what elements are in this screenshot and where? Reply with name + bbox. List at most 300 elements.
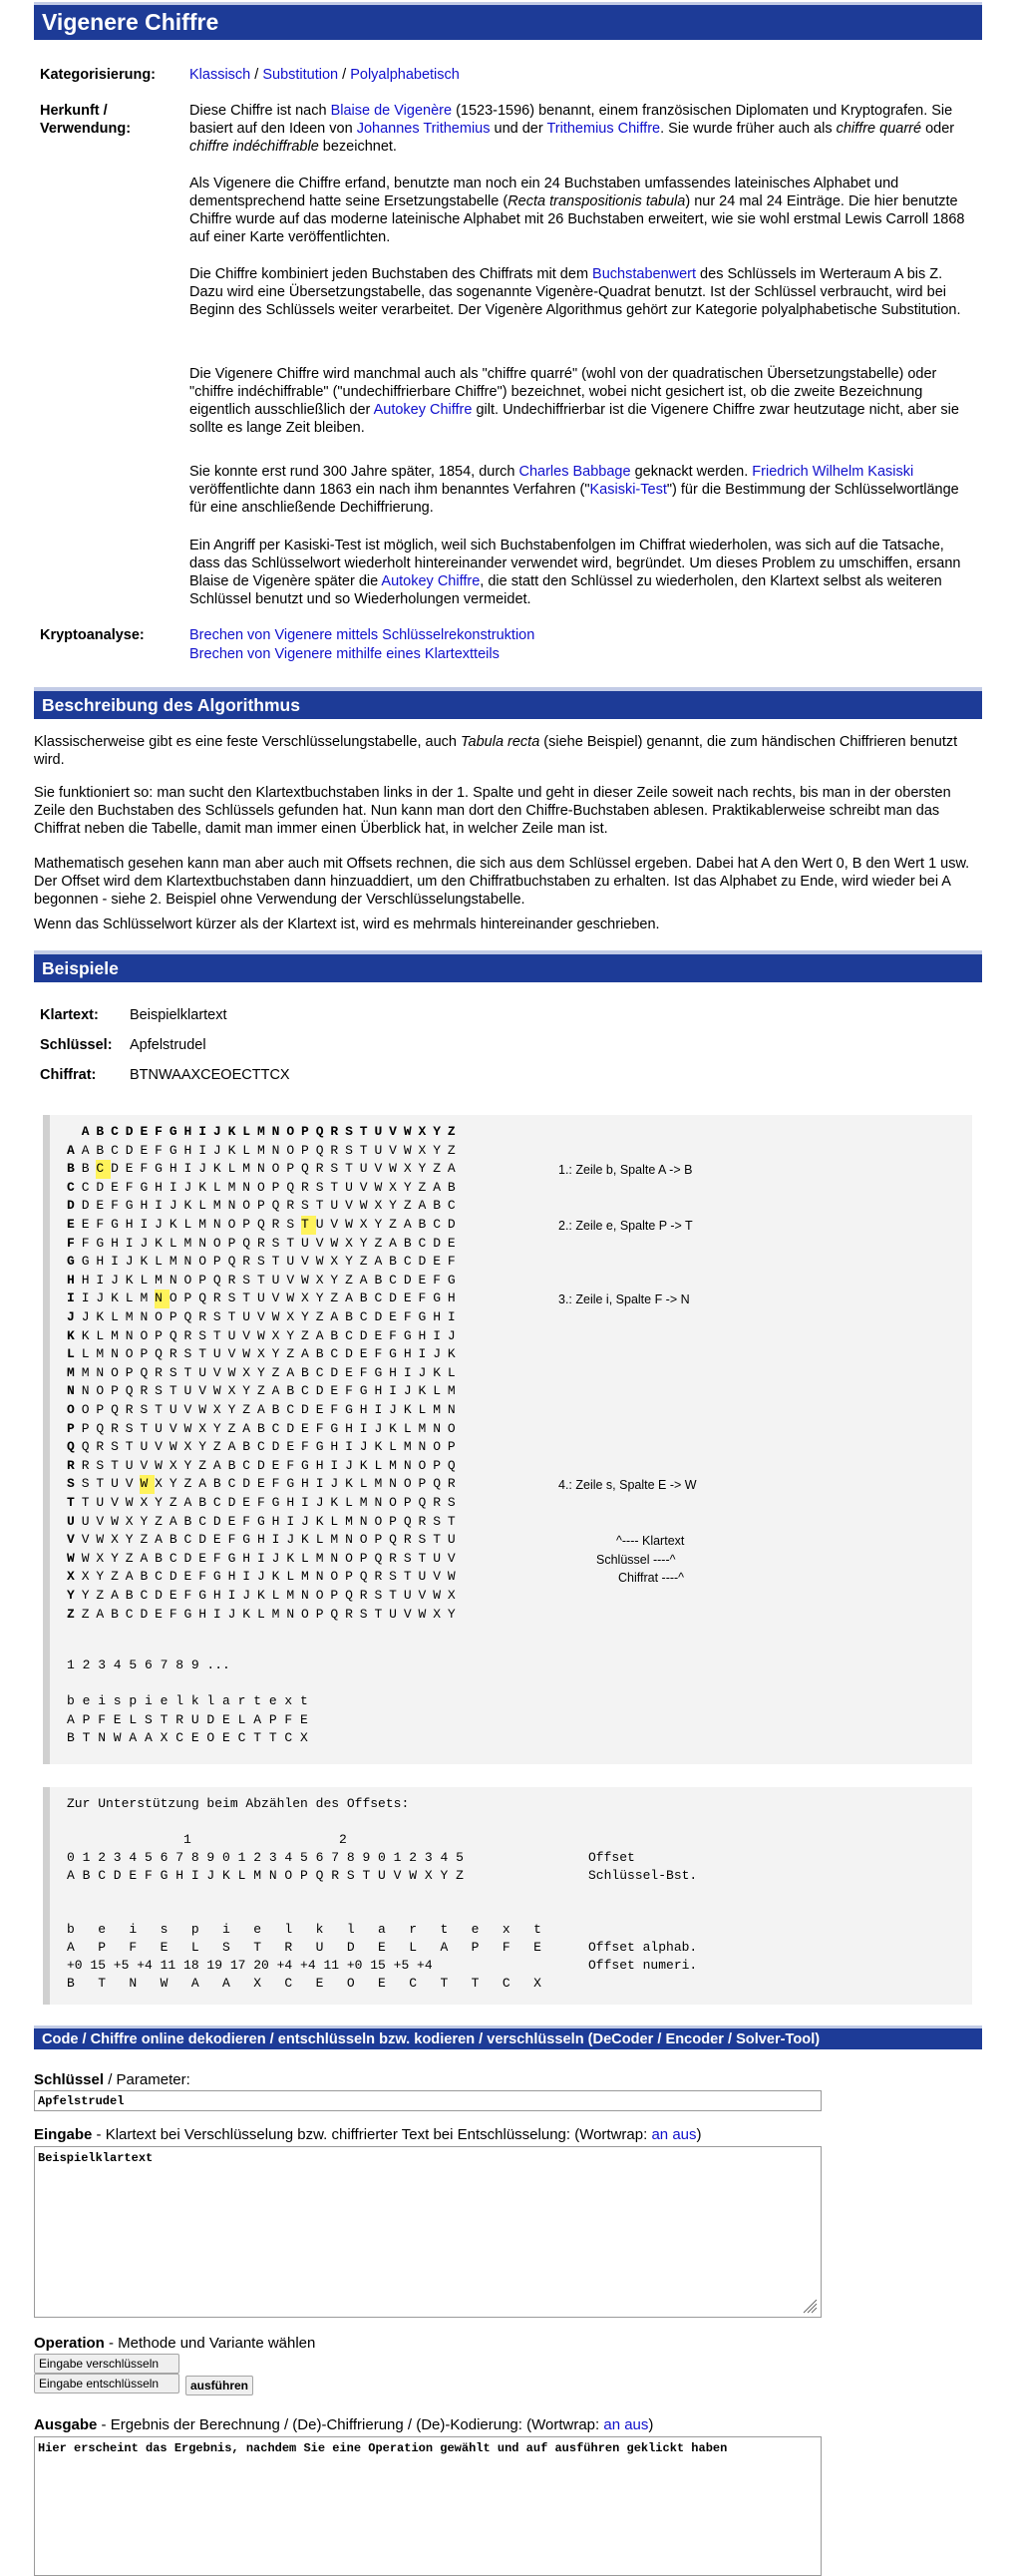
tabula-cell: L (433, 1383, 441, 1399)
tabula-cell: B (212, 1476, 221, 1492)
tabula-cell: T (155, 1402, 163, 1417)
tabula-cell: I (315, 1476, 324, 1492)
tabula-cell: M (81, 1364, 90, 1380)
tabula-cell: Y (242, 1383, 251, 1399)
tabula-cell: T (242, 1290, 251, 1306)
ausgabe-textarea[interactable] (34, 2436, 822, 2576)
tabula-cell: H (418, 1327, 427, 1343)
tabula-cell: I (345, 1439, 353, 1455)
tabula-row (67, 1216, 463, 1235)
tabula-cell: P (140, 1346, 149, 1362)
inline-text: veröffentlichte dann 1863 ein nach ihm benanntes Verfahren (" (189, 482, 590, 498)
tabula-cell: L (155, 1254, 163, 1270)
tabula-cell: U (403, 1588, 412, 1603)
tabula-cell: M (345, 1513, 353, 1529)
tabula-cell: X (374, 1198, 383, 1214)
tabula-cell: J (256, 1569, 265, 1585)
tabula-cell: S (212, 1309, 221, 1324)
inline-link[interactable]: Kasiski-Test (589, 482, 667, 498)
tabula-cell: P (81, 1420, 90, 1436)
inline-link[interactable]: Johannes Trithemius (356, 121, 491, 137)
tabula-row (67, 1420, 463, 1439)
tabula-cell: J (271, 1550, 280, 1566)
tabula-cell: U (256, 1290, 265, 1306)
tabula-cell: A (374, 1254, 383, 1270)
tabula-cell: P (155, 1327, 163, 1343)
tabula-cell: T (447, 1513, 456, 1529)
tabula-cell: N (183, 1254, 192, 1270)
tabula-cell: Z (315, 1309, 324, 1324)
kategorie-link[interactable]: Substitution (262, 67, 339, 83)
tabula-cell: U (140, 1439, 149, 1455)
tabula-cell: G (183, 1606, 192, 1622)
tabula-cell: D (169, 1569, 177, 1585)
tabula-row-label: Q (67, 1439, 75, 1455)
inline-text: Sie funktioniert so: man sucht den Klartextbuchstaben links in der 1. Spalte und geht in dieser Zeile soweit nach rechts, bis man in der obersten Zeile den Buchstaben des Schlüssels gefunden hat. Nun kann man dort den Chiffre-Buchstaben ablesen. Praktikablerweise schreibt man das Chiffrat neben die Tabelle, damit man immer einen Überblick hat, in welcher Zeile man ist. (34, 785, 951, 837)
tabula-row-label: H (67, 1272, 75, 1288)
tabula-cell: N (286, 1606, 295, 1622)
tabula-cell: M (301, 1569, 309, 1585)
tabula-cell: U (212, 1346, 221, 1362)
tabula-cell: V (155, 1439, 163, 1455)
tabula-cell: F (403, 1309, 412, 1324)
tabula-cell: M (374, 1476, 383, 1492)
inline-text: Klassischerweise gibt es eine feste Verschlüsselungstabelle, auch (34, 734, 461, 750)
inline-text: , die statt den Schlüssel zu wiederholen, den Klartext selbst als weiteren Schlüssel benutzt und so Wiederholungen vermeidet. (189, 573, 942, 607)
tabula-cell: I (403, 1364, 412, 1380)
tabula-cell: W (418, 1606, 427, 1622)
tabula-row (67, 1382, 463, 1401)
tabula-cell: E (169, 1588, 177, 1603)
tabula-cell: Z (227, 1420, 236, 1436)
tabula-cell: Y (374, 1217, 383, 1232)
tabula-cell: Z (212, 1439, 221, 1455)
tabula-cell: U (389, 1606, 397, 1622)
schluessel-label: Schlüssel: (40, 1037, 113, 1053)
tabula-cell: L (330, 1513, 339, 1529)
tabula-cell: F (242, 1513, 251, 1529)
tabula-cell: F (418, 1290, 427, 1306)
tabula-cell: X (183, 1439, 192, 1455)
tabula-cell: T (111, 1457, 119, 1473)
tabula-cell: T (183, 1364, 192, 1380)
tabula-cell: D (345, 1346, 353, 1362)
tabula-cell: T (81, 1495, 90, 1510)
tabula-row (67, 1364, 463, 1383)
tabula-cell: C (418, 1235, 427, 1251)
tabula-cell: X (271, 1327, 280, 1343)
tabula-cell: R (140, 1383, 149, 1399)
tabula-cell: M (242, 1161, 251, 1177)
tabula-cell: B (359, 1290, 368, 1306)
tabula-cell: Y (111, 1550, 119, 1566)
tabula-cell: V (301, 1254, 309, 1270)
tabula-cell: F (389, 1327, 397, 1343)
tabula-cell: L (140, 1272, 149, 1288)
ausgabe-wrap-an-link[interactable]: an (603, 2416, 621, 2433)
tabula-cell: G (81, 1254, 90, 1270)
tabula-cell: F (345, 1383, 353, 1399)
tabula-cell: U (345, 1179, 353, 1195)
tabula-cell: P (183, 1290, 192, 1306)
tabula-cell: H (96, 1254, 105, 1270)
tabula-cell: P (447, 1439, 456, 1455)
tabula-row (67, 1568, 463, 1587)
option-verschluesseln[interactable]: Eingabe verschlüsseln (34, 2354, 179, 2374)
tabula-cell: N (212, 1217, 221, 1232)
tabula-header-cell: L (242, 1124, 251, 1139)
inline-link[interactable]: Trithemius Chiffre (546, 121, 661, 137)
tabula-cell: V (389, 1142, 397, 1158)
offset-numeric-label: Offset numeri. (588, 1958, 698, 1973)
tabula-header-cell: B (96, 1124, 105, 1139)
tabula-cell: V (242, 1327, 251, 1343)
kategorie-link[interactable]: Klassisch (189, 67, 251, 83)
schluessel-value: Apfelstrudel (130, 1037, 206, 1053)
tabula-cell: O (374, 1513, 383, 1529)
tabula-cell: V (81, 1532, 90, 1548)
tabula-cell: V (111, 1495, 119, 1510)
tabula-cell: L (183, 1217, 192, 1232)
tabula-cell: I (125, 1235, 134, 1251)
tabula-position-numbers: 1 2 3 4 5 6 7 8 9 ... (67, 1657, 230, 1672)
inline-italic: Tabula recta (461, 734, 540, 750)
tabula-cell: E (183, 1569, 192, 1585)
tabula-cell: K (183, 1198, 192, 1214)
tabula-cell: P (301, 1142, 309, 1158)
tabula-cell: S (183, 1346, 192, 1362)
tabula-example-line: b e i s p i e l k l a r t e x t (67, 1693, 308, 1708)
klartext-value: Beispielklartext (130, 1007, 227, 1023)
tabula-cell: S (433, 1513, 441, 1529)
tabula-cell: D (111, 1161, 119, 1177)
tabula-cell: N (198, 1235, 206, 1251)
tabula-cell: P (315, 1606, 324, 1622)
offset-key-label: Offset alphab. (588, 1940, 698, 1955)
tabula-cell: E (125, 1161, 134, 1177)
tabula-cell: L (359, 1476, 368, 1492)
inline-link[interactable]: Autokey Chiffre (373, 402, 473, 418)
tabula-cell: B (183, 1513, 192, 1529)
tabula-cell: Q (212, 1272, 221, 1288)
tabula-cell: A (389, 1235, 397, 1251)
tabula-cell: R (155, 1364, 163, 1380)
tabula-cell: D (403, 1272, 412, 1288)
tabula-cell: M (227, 1179, 236, 1195)
tabula-cell: Q (359, 1569, 368, 1585)
tabula-row (67, 1531, 463, 1550)
tabula-cell: I (389, 1383, 397, 1399)
schluessel-field-label-bold: Schlüssel (34, 2071, 105, 2088)
tabula-cell: M (183, 1235, 192, 1251)
inline-text: ") für die Bestimmung der Schlüsselwortlänge für eine anschließende Dechiffrierung. (189, 482, 959, 516)
tabula-cell: Q (389, 1532, 397, 1548)
tabula-cell: O (256, 1179, 265, 1195)
tabula-cell: G (227, 1550, 236, 1566)
tabula-cell: T (330, 1179, 339, 1195)
inline-text: Ein Angriff per Kasiski-Test ist möglich, weil sich Buchstabenfolgen im Chiffrat wiederholen, was sich auf die Tatsache, dass das Schlüsselwort wiederholt hintereinander verwendet wird, begründet. Um dieses Problem zu umschiffen, ersann Blaise de Vigenère später die (189, 538, 961, 589)
link-schluesselrekonstruktion[interactable]: Brechen von Vigenere mittels Schlüsselrekonstruktion (189, 627, 535, 643)
tabula-cell: D (81, 1198, 90, 1214)
tabula-cell: W (286, 1290, 295, 1306)
tabula-cell: X (389, 1179, 397, 1195)
tabula-row-label: C (67, 1179, 75, 1195)
tabula-cell: J (330, 1476, 339, 1492)
tabula-cell: E (111, 1179, 119, 1195)
tabula-cell: X (286, 1309, 295, 1324)
tabula-cell: N (447, 1402, 456, 1417)
tabula-cell: E (301, 1420, 309, 1436)
option-entschluesseln[interactable]: Eingabe entschlüsseln (34, 2374, 179, 2393)
ausfuehren-button[interactable]: ausführen (185, 2376, 253, 2395)
tabula-cell: O (198, 1254, 206, 1270)
tabula-cell: C (447, 1198, 456, 1214)
tabula-cell: C (330, 1346, 339, 1362)
tabula-cell: U (271, 1272, 280, 1288)
tabula-cell: O (433, 1439, 441, 1455)
inline-link[interactable]: Autokey Chiffre (381, 573, 481, 589)
tabula-cell: I (256, 1550, 265, 1566)
beschreibung-p4 (34, 916, 981, 933)
tabula-cell: C (183, 1532, 192, 1548)
tabula-cell: J (403, 1383, 412, 1399)
eingabe-textarea[interactable] (34, 2146, 822, 2318)
tabula-row-label: I (67, 1290, 75, 1306)
tabula-cell: H (155, 1179, 163, 1195)
tabula-cell: B (256, 1420, 265, 1436)
tabula-cell: O (81, 1402, 90, 1417)
tabula-cell: E (242, 1495, 251, 1510)
tabula-cell: F (256, 1495, 265, 1510)
tabula-cell: M (418, 1420, 427, 1436)
tabula-cell: U (359, 1161, 368, 1177)
tabula-cell: Z (389, 1217, 397, 1232)
tabula-header-cell: X (418, 1124, 427, 1139)
tabula-cell: W (169, 1439, 177, 1455)
tabula-cell: X (345, 1235, 353, 1251)
tabula-cell: S (81, 1476, 90, 1492)
tabula-cell: D (125, 1142, 134, 1158)
eingabe-wrap-aus-link[interactable]: aus (672, 2126, 697, 2143)
tabula-cell: M (125, 1309, 134, 1324)
tabula-cell: R (433, 1495, 441, 1510)
schluessel-row (40, 1036, 206, 1054)
inline-italic: chiffre quarré (836, 121, 922, 137)
tabula-cell: M (169, 1254, 177, 1270)
tabula-cell: V (140, 1457, 149, 1473)
tabula-cell: K (433, 1364, 441, 1380)
tabula-cell: B (242, 1439, 251, 1455)
tabula-cell: N (389, 1476, 397, 1492)
tabula-cell: X (96, 1550, 105, 1566)
tabula-cell: E (271, 1457, 280, 1473)
tabula-row (67, 1345, 463, 1364)
tabula-cell: G (256, 1513, 265, 1529)
link-klartextteil[interactable]: Brechen von Vigenere mithilfe eines Klartextteils (189, 646, 500, 662)
tabula-cell: X (198, 1420, 206, 1436)
tabula-cell: K (256, 1588, 265, 1603)
tabula-cell: M (96, 1346, 105, 1362)
tabula-cell: S (315, 1179, 324, 1195)
tabula-cell: R (271, 1217, 280, 1232)
tabula-row (67, 1272, 463, 1290)
tabula-cell: O (286, 1142, 295, 1158)
tabula-header-cell: M (256, 1124, 265, 1139)
tabula-header-cell: W (403, 1124, 412, 1139)
tabula-header-cell: Y (433, 1124, 441, 1139)
tabula-cell: T (140, 1420, 149, 1436)
tabula-cell: J (242, 1588, 251, 1603)
tabula-cell: P (271, 1179, 280, 1195)
tabula-cell: C (271, 1420, 280, 1436)
tabula-cell: R (212, 1290, 221, 1306)
tabula-cell: D (315, 1383, 324, 1399)
herkunft-paragraph-5 (189, 463, 977, 517)
tabula-cell: W (155, 1457, 163, 1473)
eingabe-label-rest: - Klartext bei Verschlüsselung bzw. chiffrierter Text bei Entschlüsselung: (Wortwrap: (92, 2126, 652, 2143)
tabula-cell: K (403, 1402, 412, 1417)
tabula-cell: Q (403, 1513, 412, 1529)
tabula-cell: N (374, 1495, 383, 1510)
resize-grip-icon[interactable] (800, 2296, 818, 2314)
tabula-cell: K (155, 1235, 163, 1251)
tabula-row (67, 1513, 463, 1532)
tabula-cell: B (301, 1364, 309, 1380)
tabula-cell: C (81, 1179, 90, 1195)
tabula-cell: B (345, 1309, 353, 1324)
tabula-cell: N (242, 1179, 251, 1195)
tabula-cell: W (330, 1235, 339, 1251)
inline-link[interactable]: Buchstabenwert (592, 266, 697, 282)
tabula-cell: P (286, 1161, 295, 1177)
tabula-cell: T (212, 1327, 221, 1343)
tabula-cell: L (286, 1569, 295, 1585)
tabula-cell: E (140, 1142, 149, 1158)
ausgabe-wrap-aus-link[interactable]: aus (624, 2416, 649, 2433)
tabula-cell: O (227, 1217, 236, 1232)
tabula-cell: S (418, 1532, 427, 1548)
tabula-cell: Y (169, 1476, 177, 1492)
tabula-cell: B (271, 1402, 280, 1417)
tabula-cell: R (286, 1198, 295, 1214)
tabula-cell: F (227, 1532, 236, 1548)
tabula-cell: A (96, 1606, 105, 1622)
tabula-cell: R (169, 1346, 177, 1362)
tabula-cell: K (286, 1550, 295, 1566)
tabula-cell: S (140, 1402, 149, 1417)
tabula-cell: T (389, 1588, 397, 1603)
eingabe-wrap-an-link[interactable]: an (651, 2126, 669, 2143)
tabula-row-label: R (67, 1457, 75, 1473)
tabula-cell: F (169, 1606, 177, 1622)
tabula-cell: X (403, 1161, 412, 1177)
inline-link[interactable]: Friedrich Wilhelm Kasiski (752, 464, 914, 480)
tabula-cell: S (125, 1420, 134, 1436)
inline-text: Wenn das Schlüsselwort kürzer als der Klartext ist, wird es mehrmals hintereinander geschrieben. (34, 917, 660, 932)
tabula-cell: Y (345, 1254, 353, 1270)
tabula-row-label: Y (67, 1588, 75, 1603)
tabula-row (67, 1606, 463, 1625)
tabula-legend-line: Chiffrat ----^ (618, 1571, 685, 1586)
eingabe-textarea-value: Beispielklartext (38, 2151, 154, 2165)
tabula-cell: N (140, 1309, 149, 1324)
tabula-cell: C (374, 1290, 383, 1306)
tabula-cell: G (301, 1457, 309, 1473)
tabula-cell: C (301, 1383, 309, 1399)
tabula-corner (67, 1123, 82, 1142)
tabula-cell: F (155, 1142, 163, 1158)
tabula-cell: R (242, 1254, 251, 1270)
tabula-cell: Q (96, 1420, 105, 1436)
tabula-cell: F (183, 1588, 192, 1603)
kategorie-separator: / (338, 67, 351, 83)
tabula-cell: D (256, 1457, 265, 1473)
tabula-cell: Y (212, 1420, 221, 1436)
tabula-cell: A (433, 1179, 441, 1195)
eingabe-label-bold: Eingabe (34, 2126, 93, 2143)
tabula-cell: O (96, 1383, 105, 1399)
tabula-cell: N (433, 1420, 441, 1436)
tabula-cell: A (227, 1439, 236, 1455)
tabula-header-cell: E (140, 1124, 149, 1139)
kryptoanalyse-label: Kryptoanalyse: (40, 627, 145, 643)
tabula-row (67, 1587, 463, 1606)
inline-link[interactable]: Charles Babbage (518, 464, 631, 480)
tabula-cell: Q (286, 1179, 295, 1195)
tabula-cell: J (155, 1217, 163, 1232)
tabula-cell: A (140, 1550, 149, 1566)
page-title: Vigenere Chiffre (34, 2, 982, 40)
tabula-cell: W (198, 1402, 206, 1417)
tabula-cell: Z (418, 1179, 427, 1195)
tabula-cell: V (96, 1513, 105, 1529)
tabula-cell: E (96, 1198, 105, 1214)
kategorie-link[interactable]: Polyalphabetisch (350, 67, 460, 83)
tabula-cell: X (433, 1606, 441, 1622)
tabula-cell: L (169, 1235, 177, 1251)
tabula-cell: U (96, 1495, 105, 1510)
inline-link[interactable]: Blaise de Vigenère (330, 103, 453, 119)
tabula-cell: A (345, 1290, 353, 1306)
herkunft-label-line1: Herkunft / (40, 103, 108, 119)
tabula-cell: Q (271, 1198, 280, 1214)
tabula-cell: P (198, 1272, 206, 1288)
tabula-cell: Z (374, 1235, 383, 1251)
tabula-cell: Z (359, 1254, 368, 1270)
tabula-cell: D (212, 1513, 221, 1529)
inline-text: ) nur 24 mal 24 Einträge. Die hier benutzte Chiffre wurde auf das moderne lateinische Alphabet mit 26 Buchstaben erweitert, wie sie wohl erstmal Lewis Carroll 1868 auf einer Karte veröffentlichten. (189, 193, 965, 245)
tabula-cell: G (198, 1588, 206, 1603)
offset-key: A P F E L S T R U D E L A P F E (67, 1940, 541, 1955)
tabula-cell: Z (96, 1588, 105, 1603)
tabula-row-label: F (67, 1235, 75, 1251)
tabula-cell: P (125, 1364, 134, 1380)
tabula-cell: I (286, 1513, 295, 1529)
tabula-cell: O (111, 1364, 119, 1380)
tabula-note: 1.: Zeile b, Spalte A -> B (558, 1163, 693, 1178)
ausgabe-textarea-value: Hier erscheint das Ergebnis, nachdem Sie eine Operation gewählt und auf ausführen geklickt haben (38, 2441, 728, 2455)
schluessel-input[interactable] (34, 2090, 822, 2111)
tabula-cell: C (433, 1217, 441, 1232)
tabula-cell: P (374, 1532, 383, 1548)
tabula-cell: L (345, 1495, 353, 1510)
tabula-cell: Z (286, 1346, 295, 1362)
tabula-row-label: V (67, 1532, 75, 1548)
tabula-cell: G (155, 1161, 163, 1177)
tabula-cell: B (315, 1346, 324, 1362)
tabula-cell: K (140, 1254, 149, 1270)
tabula-cell: Y (183, 1457, 192, 1473)
